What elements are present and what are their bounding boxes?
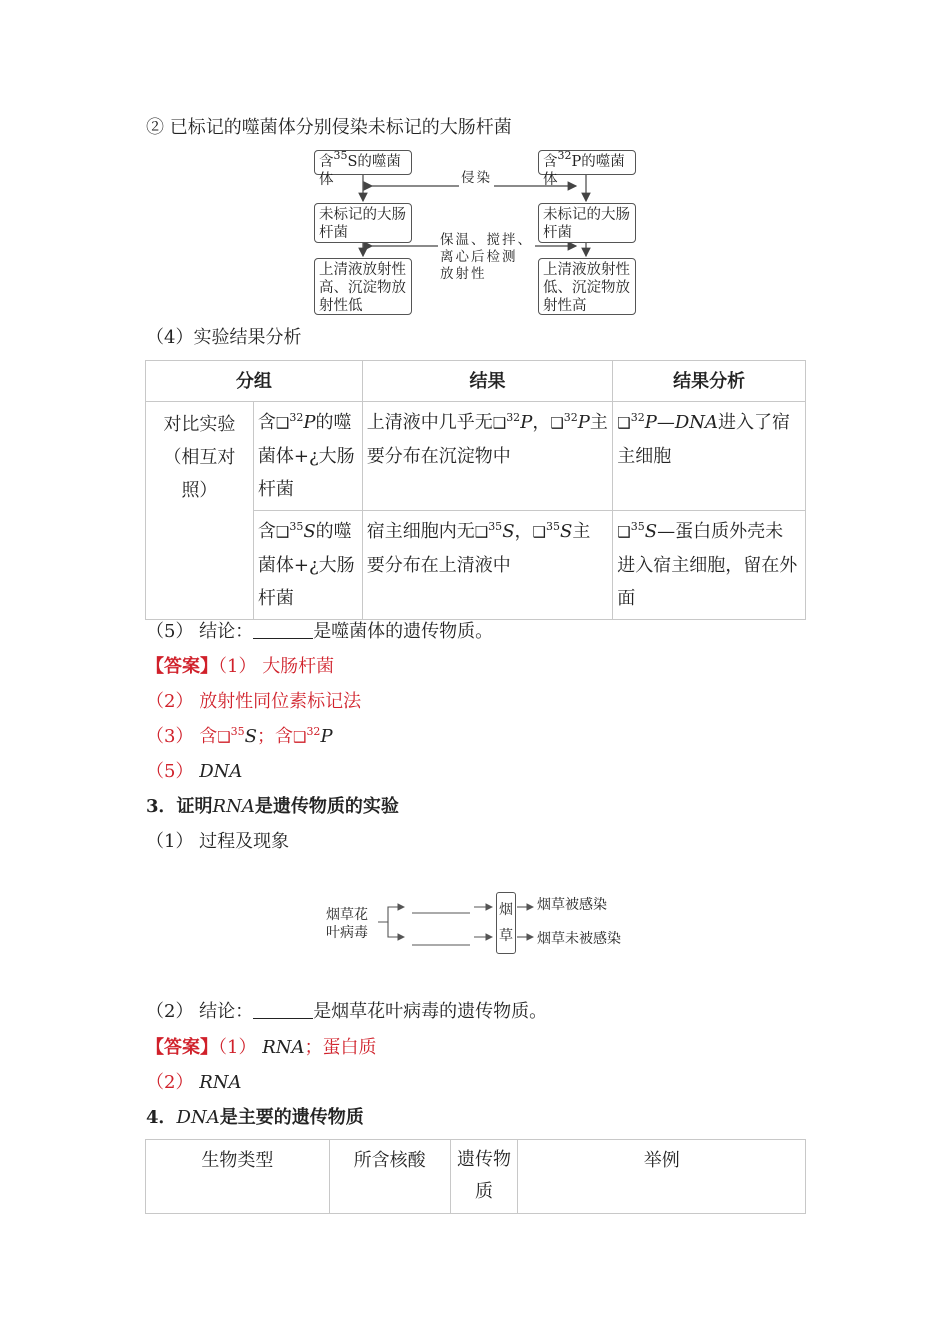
- box-unlabeled-ecoli-left: 未标记的大肠杆菌: [314, 203, 412, 243]
- answer2-line1: 【答案】（1） RNA；蛋白质: [146, 1037, 377, 1058]
- section4-title: 4．DNA是主要的遗传物质: [146, 1107, 364, 1128]
- process-label: 保温、搅拌、 离心后检测 放射性: [440, 232, 533, 282]
- header-group: 分组: [146, 361, 363, 402]
- outcome-not-infected: 烟草未被感染: [537, 931, 621, 947]
- answer-blank: [253, 622, 313, 639]
- answer1-line3: （3） 含❑$^{35}$S；含❑$^{32}$P: [146, 725, 333, 747]
- row1-group: 含❑$^{32}$P的噬菌体+¿大肠杆菌: [253, 402, 362, 511]
- row1-analysis: ❑$^{32}$P—DNA进入了宿主细胞: [613, 402, 806, 511]
- infect-label: 侵染: [461, 170, 492, 186]
- row2-group: 含❑$^{35}$S的噬菌体+¿大肠杆菌: [253, 511, 362, 620]
- tobacco-box: 烟草: [496, 892, 516, 954]
- group-label-cell: 对比实验（相互对照）: [146, 402, 254, 620]
- box-p32-phage: 含$^{32}$P的噬菌体: [538, 150, 636, 175]
- box-s35-phage: 含$^{35}$S的噬菌体: [314, 150, 412, 175]
- box-result-right: 上清液放射性低、沉淀物放射性高: [538, 258, 636, 315]
- outcome-infected: 烟草被感染: [537, 897, 607, 913]
- row1-result: 上清液中几乎无❑$^{32}$P，❑$^{32}$P主要分布在沉淀物中: [362, 402, 613, 511]
- infection-diagram: [0, 0, 950, 320]
- conclusion-5: （5） 结论： 是噬菌体的遗传物质。: [146, 621, 494, 642]
- row2-result: 宿主细胞内无❑$^{35}$S，❑$^{35}$S主要分布在上清液中: [362, 511, 613, 620]
- header-genetic-material: 遗传物质: [450, 1140, 518, 1214]
- section3-conclusion: （2） 结论： 是烟草花叶病毒的遗传物质。: [146, 1001, 548, 1022]
- header-example: 举例: [518, 1140, 806, 1214]
- section3-step1: （1） 过程及现象: [146, 831, 290, 852]
- header-analysis: 结果分析: [613, 361, 806, 402]
- section3-title: 3．证明RNA是遗传物质的实验: [146, 796, 399, 817]
- tmv-arrows: [0, 880, 950, 970]
- result-table: [145, 360, 806, 620]
- section4-result-title: （4）实验结果分析: [146, 327, 302, 348]
- answer-blank: [253, 1002, 313, 1019]
- answer1-line5: （5） DNA: [146, 761, 243, 782]
- genetic-material-table: [145, 1139, 806, 1214]
- row2-analysis: ❑$^{35}$S—蛋白质外壳未进入宿主细胞，留在外面: [613, 511, 806, 620]
- answer2-line2: （2） RNA: [146, 1072, 242, 1093]
- virus-label: 烟草花叶病毒: [326, 907, 368, 941]
- box-result-left: 上清液放射性高、沉淀物放射性低: [314, 258, 412, 315]
- header-organism-type: 生物类型: [146, 1140, 330, 1214]
- answer1-line2: （2） 放射性同位素标记法: [146, 691, 362, 712]
- section2-title: ② 已标记的噬菌体分别侵染未标记的大肠杆菌: [146, 117, 512, 138]
- answer1-line1: 【答案】（1） 大肠杆菌: [146, 656, 335, 677]
- tmv-diagram: [0, 880, 950, 970]
- box-unlabeled-ecoli-right: 未标记的大肠杆菌: [538, 203, 636, 243]
- header-result: 结果: [362, 361, 613, 402]
- header-nucleic-acid: 所含核酸: [329, 1140, 450, 1214]
